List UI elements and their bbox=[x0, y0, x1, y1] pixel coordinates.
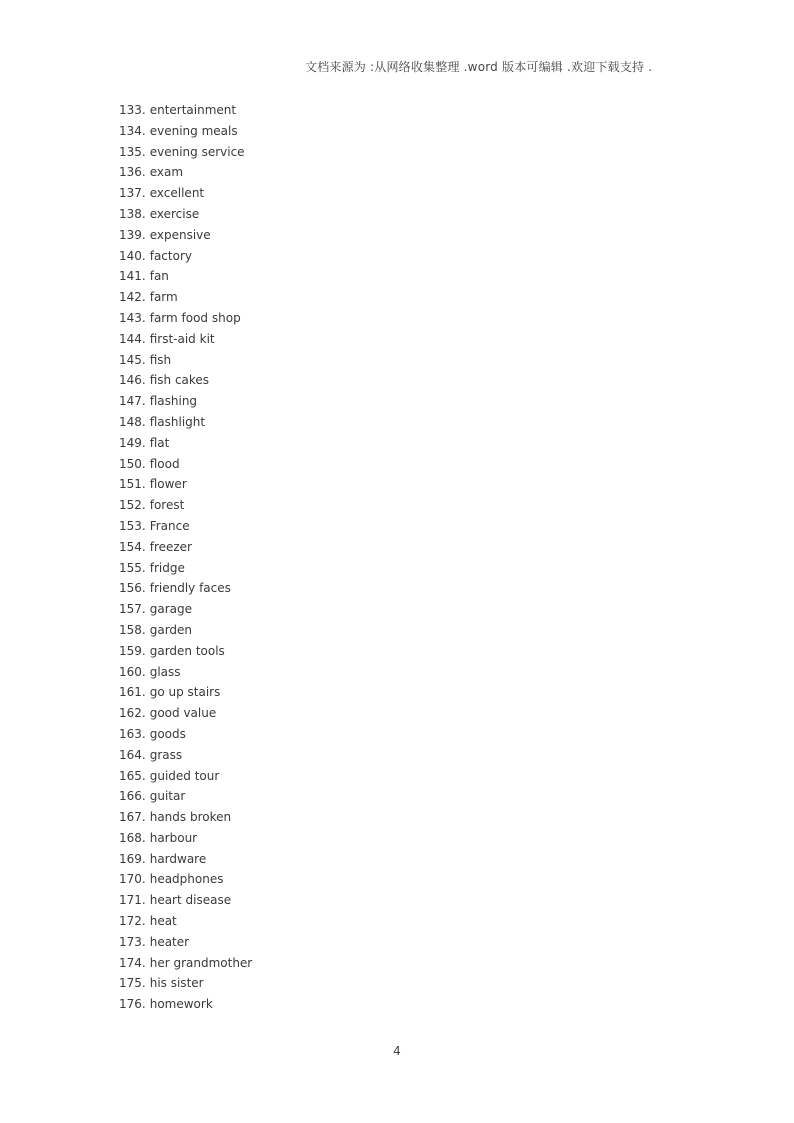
list-item bbox=[119, 434, 252, 455]
list-item-word: heart disease bbox=[149, 893, 232, 908]
list-item-number: 148. bbox=[119, 414, 146, 429]
list-item-word: hardware bbox=[149, 851, 207, 866]
list-item-number: 161. bbox=[119, 685, 146, 700]
list-item-number: 160. bbox=[119, 664, 146, 679]
list-item-word: friendly faces bbox=[149, 581, 231, 596]
list-item bbox=[119, 538, 252, 559]
list-item-number: 152. bbox=[119, 498, 146, 513]
list-item-word: freezer bbox=[149, 539, 192, 554]
list-item-word: fish bbox=[149, 352, 172, 367]
list-item bbox=[119, 559, 252, 580]
list-item bbox=[119, 309, 252, 330]
list-item-word: heater bbox=[149, 934, 190, 949]
list-item-word: grass bbox=[149, 747, 183, 762]
list-item bbox=[119, 642, 252, 663]
list-item bbox=[119, 413, 252, 434]
list-item-number: 168. bbox=[119, 830, 146, 845]
list-item bbox=[119, 870, 252, 891]
list-item-number: 133. bbox=[119, 103, 146, 117]
list-item-word: glass bbox=[149, 664, 181, 679]
list-item-word: evening meals bbox=[149, 123, 238, 138]
list-item bbox=[119, 330, 252, 351]
page-number: 4 bbox=[393, 1044, 401, 1058]
list-item bbox=[119, 974, 252, 995]
list-item-word: flat bbox=[149, 435, 170, 450]
list-item-word: flashlight bbox=[149, 414, 206, 429]
list-item-number: 134. bbox=[119, 123, 146, 138]
list-item bbox=[119, 850, 252, 871]
list-item bbox=[119, 122, 252, 143]
list-item-number: 157. bbox=[119, 602, 146, 617]
list-item bbox=[119, 787, 252, 808]
list-item bbox=[119, 995, 252, 1016]
page-header: 文档来源为 :从网络收集整理 .word 版本可编辑 .欢迎下载支持 . bbox=[305, 60, 653, 74]
list-item-word: harbour bbox=[149, 830, 198, 845]
list-item-number: 169. bbox=[119, 851, 146, 866]
list-item bbox=[119, 475, 252, 496]
list-item-word: headphones bbox=[149, 872, 224, 887]
list-item bbox=[119, 704, 252, 725]
list-item-word: exam bbox=[149, 165, 184, 180]
list-item-number: 154. bbox=[119, 539, 146, 554]
list-item-word: expensive bbox=[149, 227, 211, 242]
list-item-number: 150. bbox=[119, 456, 146, 471]
list-item-word: goods bbox=[149, 726, 186, 741]
list-item-number: 139. bbox=[119, 227, 146, 242]
list-item-word: fridge bbox=[149, 560, 185, 575]
list-item bbox=[119, 579, 252, 600]
list-item-word: heat bbox=[149, 914, 177, 929]
list-item bbox=[119, 767, 252, 788]
list-item-number: 144. bbox=[119, 331, 146, 346]
list-item bbox=[119, 663, 252, 684]
list-item-number: 159. bbox=[119, 643, 146, 658]
list-item-word: garage bbox=[149, 602, 192, 617]
list-item-number: 170. bbox=[119, 872, 146, 887]
list-item bbox=[119, 205, 252, 226]
list-item-word: first-aid kit bbox=[149, 331, 215, 346]
word-list bbox=[119, 101, 252, 1016]
list-item-number: 175. bbox=[119, 976, 146, 991]
list-item bbox=[119, 184, 252, 205]
list-item-word: her grandmother bbox=[149, 955, 253, 970]
list-item-number: 162. bbox=[119, 706, 146, 721]
list-item-number: 165. bbox=[119, 768, 146, 783]
list-item-word: flower bbox=[149, 477, 187, 492]
list-item bbox=[119, 891, 252, 912]
list-item-word: evening service bbox=[149, 144, 245, 159]
list-item-word: forest bbox=[149, 498, 185, 513]
list-item bbox=[119, 600, 252, 621]
list-item-number: 167. bbox=[119, 810, 146, 825]
list-item-number: 145. bbox=[119, 352, 146, 367]
list-item-number: 163. bbox=[119, 726, 146, 741]
list-item bbox=[119, 683, 252, 704]
list-item-word: farm food shop bbox=[149, 310, 241, 325]
list-item-number: 143. bbox=[119, 310, 146, 325]
list-item-number: 149. bbox=[119, 435, 146, 450]
list-item bbox=[119, 351, 252, 372]
list-item-word: garden bbox=[149, 622, 193, 637]
list-item-number: 173. bbox=[119, 934, 146, 949]
list-item bbox=[119, 288, 252, 309]
list-item-number: 151. bbox=[119, 477, 146, 492]
list-item bbox=[119, 725, 252, 746]
list-item-number: 153. bbox=[119, 518, 146, 533]
list-item-word: go up stairs bbox=[149, 685, 221, 700]
list-item-word: France bbox=[149, 518, 190, 533]
list-item bbox=[119, 101, 252, 122]
list-item bbox=[119, 267, 252, 288]
list-item bbox=[119, 392, 252, 413]
list-item-number: 156. bbox=[119, 581, 146, 596]
list-item-word: homework bbox=[149, 997, 213, 1012]
list-item bbox=[119, 746, 252, 767]
list-item-number: 135. bbox=[119, 144, 146, 159]
list-item bbox=[119, 496, 252, 517]
list-item-word: guided tour bbox=[149, 768, 220, 783]
list-item-number: 174. bbox=[119, 955, 146, 970]
list-item-word: flood bbox=[149, 456, 180, 471]
list-item-number: 171. bbox=[119, 893, 146, 908]
list-item-number: 142. bbox=[119, 290, 146, 305]
list-item-word: good value bbox=[149, 706, 217, 721]
list-item bbox=[119, 143, 252, 164]
list-item-number: 147. bbox=[119, 394, 146, 409]
list-item-number: 137. bbox=[119, 186, 146, 201]
list-item-number: 176. bbox=[119, 997, 146, 1012]
list-item bbox=[119, 933, 252, 954]
list-item-number: 166. bbox=[119, 789, 146, 804]
list-item-number: 155. bbox=[119, 560, 146, 575]
list-item-word: fish cakes bbox=[149, 373, 210, 388]
list-item bbox=[119, 371, 252, 392]
list-item-word: flashing bbox=[149, 394, 198, 409]
list-item bbox=[119, 808, 252, 829]
list-item-number: 146. bbox=[119, 373, 146, 388]
list-item-number: 141. bbox=[119, 269, 146, 284]
list-item-word: garden tools bbox=[149, 643, 225, 658]
list-item-word: farm bbox=[149, 290, 178, 305]
list-item bbox=[119, 954, 252, 975]
list-item-word: guitar bbox=[149, 789, 186, 804]
list-item bbox=[119, 226, 252, 247]
list-item-word: exercise bbox=[149, 206, 200, 221]
list-item bbox=[119, 912, 252, 933]
list-item bbox=[119, 163, 252, 184]
list-item bbox=[119, 621, 252, 642]
list-item bbox=[119, 247, 252, 268]
list-item bbox=[119, 829, 252, 850]
list-item-word: factory bbox=[149, 248, 192, 263]
list-item-number: 138. bbox=[119, 206, 146, 221]
list-item-number: 136. bbox=[119, 165, 146, 180]
list-item-word: fan bbox=[149, 269, 169, 284]
list-item-word: entertainment bbox=[149, 103, 237, 117]
list-item-word: hands broken bbox=[149, 810, 232, 825]
list-item-word: excellent bbox=[149, 186, 205, 201]
list-item-number: 164. bbox=[119, 747, 146, 762]
list-item bbox=[119, 517, 252, 538]
list-item bbox=[119, 455, 252, 476]
list-item-number: 140. bbox=[119, 248, 146, 263]
list-item-number: 172. bbox=[119, 914, 146, 929]
list-item-number: 158. bbox=[119, 622, 146, 637]
list-item-word: his sister bbox=[149, 976, 204, 991]
